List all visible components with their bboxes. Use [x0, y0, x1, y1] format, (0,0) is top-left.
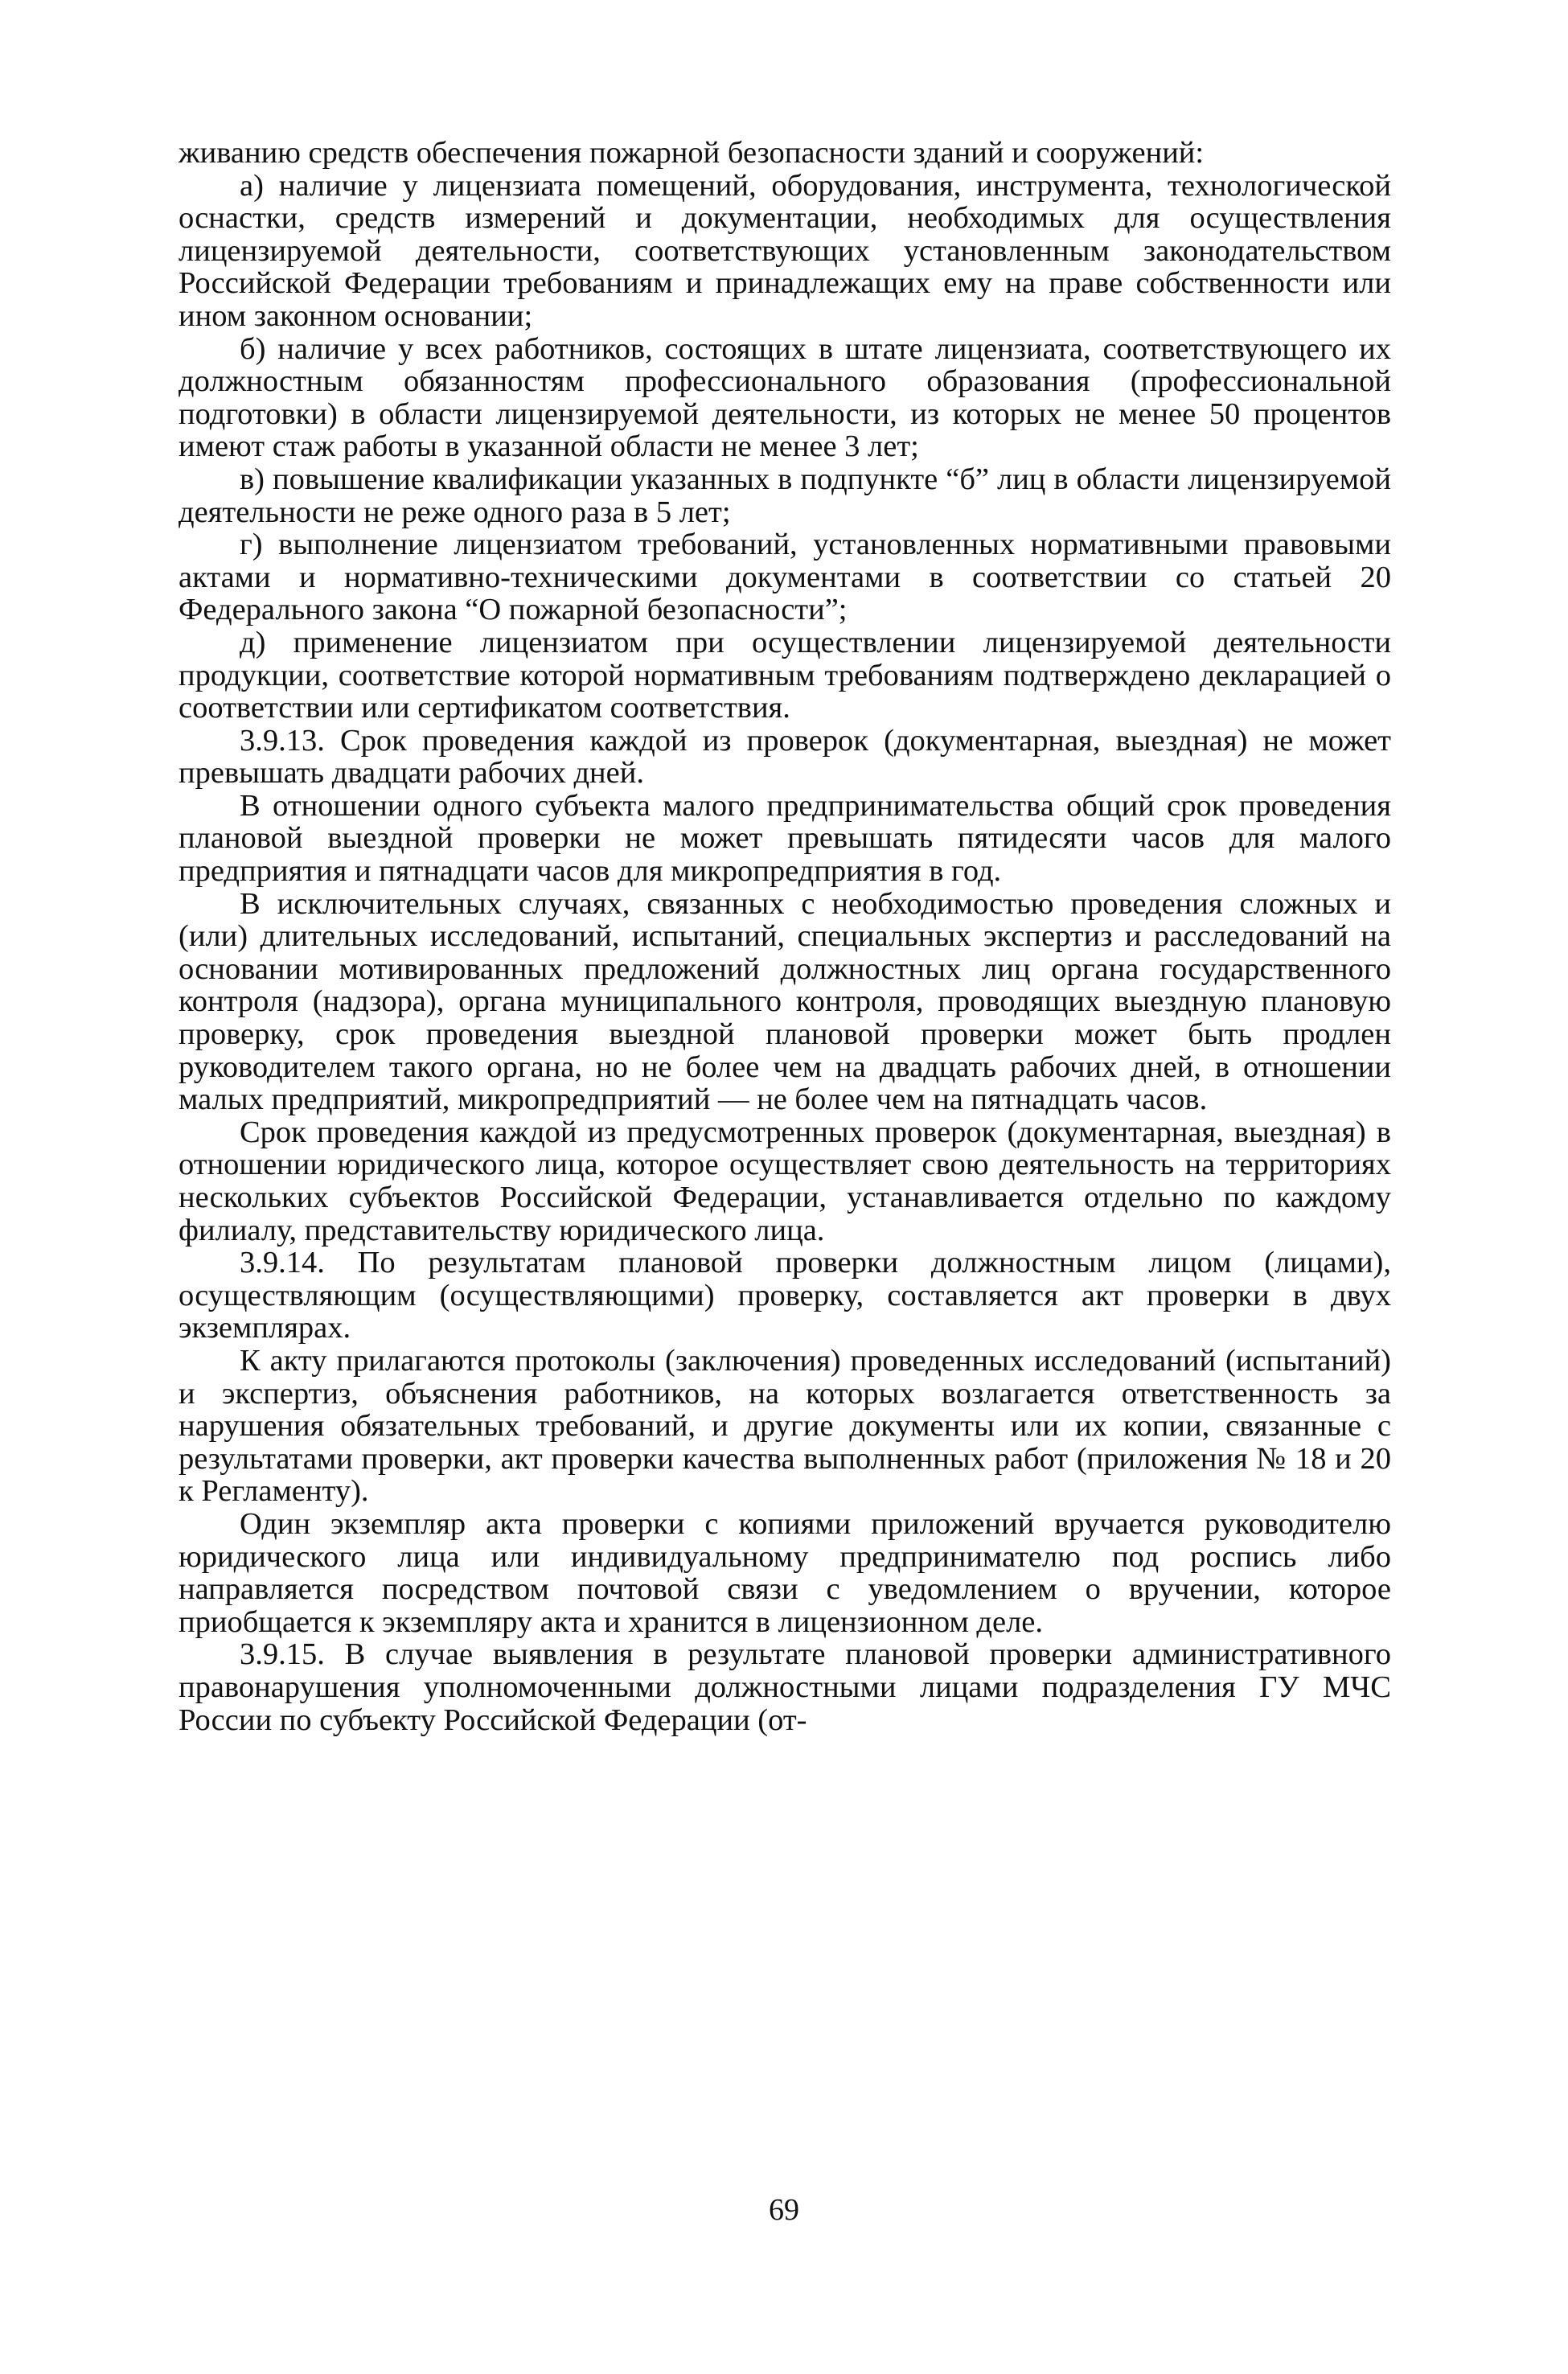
page-number: 69: [769, 2193, 799, 2227]
paragraph-item-d: д) применение лицензиатом при осуществлении лицензируемой деятельности продукции, соответствие которой нормативным требованиям подтверждено декларацией о соответствии или сертификатом соответствия.: [179, 625, 1391, 725]
paragraph-item-a: а) наличие у лицензиата помещений, оборудования, инструмента, технологической оснастки, средств измерений и документации, необходимых для осуществления лицензируемой деятельности, соответствующих установленным законодательством Российской Федерации требованиям и принадлежащих ему на праве собственности или ином законном основании;: [179, 168, 1391, 333]
paragraph-exceptional-cases: В исключительных случаях, связанных с необходимостью проведения сложных и (или) длительных исследований, испытаний, специальных экспертиз и расследований на основании мотивированных предложений должностных лиц органа государственного контроля (надзора), органа муниципального контроля, проводящих выездную плановую проверку, срок проведения выездной плановой проверки может быть продлен руководителем такого органа, но не более чем на двадцать рабочих дней, в отношении малых предприятий, микропредприятий — не более чем на пятнадцать часов.: [179, 886, 1391, 1117]
paragraph-continuation: живанию средств обеспечения пожарной безопасности зданий и сооружений:: [179, 136, 1205, 170]
paragraph-act-copy: Один экземпляр акта проверки с копиями приложений вручается руководителю юридического лица или индивидуальному предпринимателю под роспись либо направляется посредством почтовой связи с уведомлением о вручении, которое приобщается к экземпляру акта и хранится в лицензионном деле.: [179, 1506, 1391, 1639]
paragraph-act-attachments: К акту прилагаются протоколы (заключения) проведенных исследований (испытаний) и экспертиз, объяснения работников, на которых возлагается ответственность за нарушения обязательных требований, и другие документы или их копии, связанные с результатами проверки, акт проверки качества выполненных работ (приложения № 18 и 20 к Регламенту).: [179, 1343, 1391, 1509]
paragraph-3-9-13: 3.9.13. Срок проведения каждой из проверок (документарная, выездная) не может превышать двадцати рабочих дней.: [179, 723, 1391, 791]
page-text-body: [179, 137, 1391, 1736]
paragraph-item-v: в) повышение квалификации указанных в подпункте “б” лиц в области лицензируемой деятельности не реже одного раза в 5 лет;: [179, 462, 1391, 529]
paragraph-item-b: б) наличие у всех работников, состоящих в штате лицензиата, соответствующего их должностным обязанностям профессионального образования (профессиональной подготовки) в области лицензируемой деятельности, из которых не менее 50 процентов имеют стаж работы в указанной области не менее 3 лет;: [179, 331, 1391, 464]
paragraph-item-g: г) выполнение лицензиатом требований, установленных нормативными правовыми актами и нормативно-техническими документами в соответствии со статьей 20 Федерального закона “О пожарной безопасности”;: [179, 528, 1391, 627]
paragraph-3-9-14: 3.9.14. По результатам плановой проверки должностным лицом (лицами), осуществляющим (осуществляющими) проверку, составляется акт проверки в двух экземплярах.: [179, 1246, 1391, 1345]
paragraph-3-9-15: 3.9.15. В случае выявления в результате плановой проверки административного правонарушения уполномоченными должностными лицами подразделения ГУ МЧС России по субъекту Российской Федерации (от-: [179, 1637, 1391, 1737]
paragraph-branch-term: Срок проведения каждой из предусмотренных проверок (документарная, выездная) в отношении юридического лица, которое осуществляет свою деятельность на территориях нескольких субъектов Российской Федерации, устанавливается отдельно по каждому филиалу, представительству юридического лица.: [179, 1115, 1391, 1247]
paragraph-small-business: В отношении одного субъекта малого предпринимательства общий срок проведения плановой выездной проверки не может превышать пятидесяти часов для малого предприятия и пятнадцати часов для микропредприятия в год.: [179, 788, 1391, 889]
